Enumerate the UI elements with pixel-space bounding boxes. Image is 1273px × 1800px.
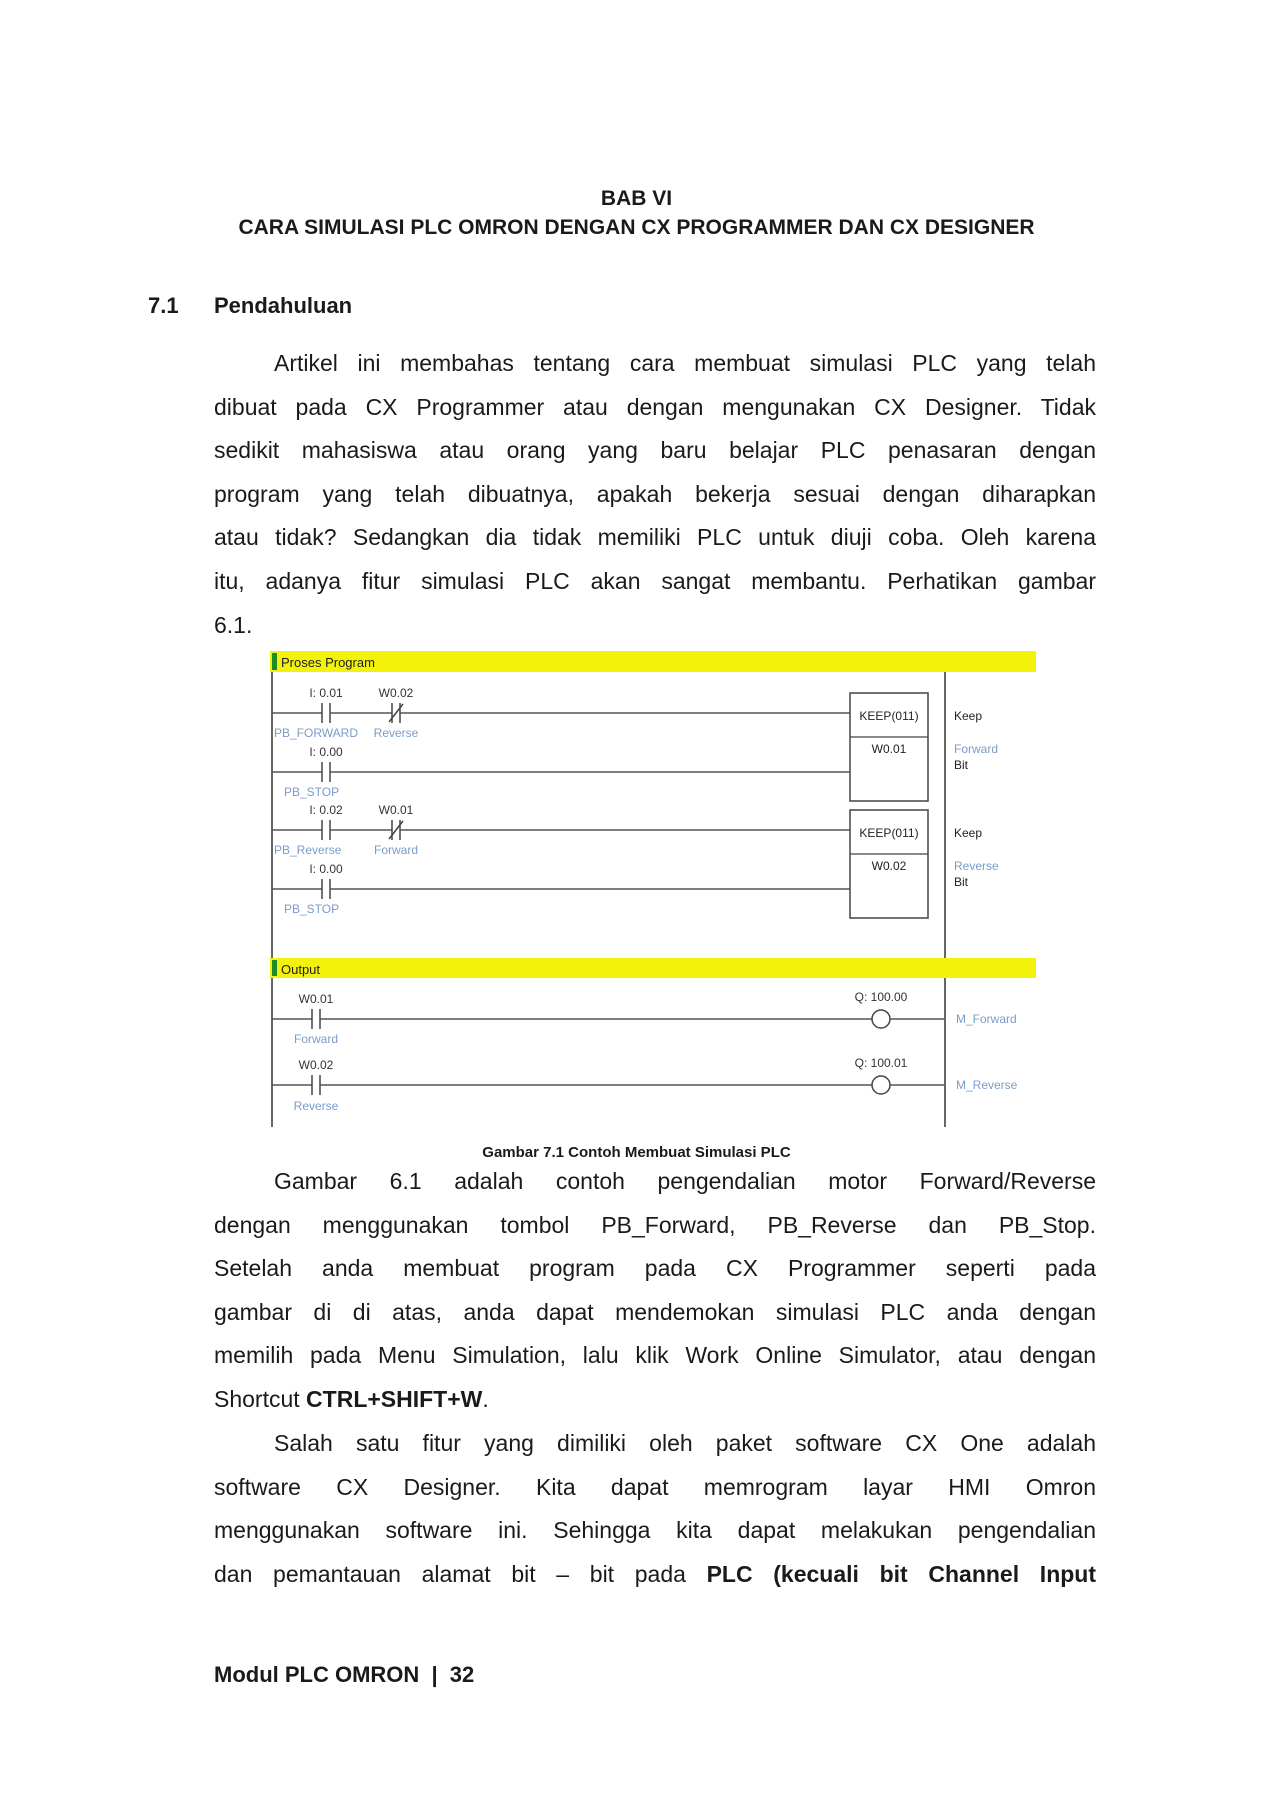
section-title: Pendahuluan [214,293,353,318]
output-header-bar [270,958,1036,978]
keep-desc: Reverse [954,859,999,873]
shortcut-suffix: . [482,1385,489,1412]
output-header-label: Output [281,962,321,977]
keep-label: Keep [954,826,983,840]
figure-caption: Gambar 7.1 Contoh Membuat Simulasi PLC [482,1144,791,1161]
text-line: Setelah anda membuat program pada CX Programmer seperti pada [214,1255,1096,1282]
text-line [214,1553,1096,1597]
text-line: dengan menggunakan tombol PB_Forward, PB_Reverse dan PB_Stop. [214,1211,1096,1238]
text-line: memilih pada Menu Simulation, lalu klik Work Online Simulator, atau dengan [214,1342,1096,1369]
keep-instruction: KEEP(011) [859,826,919,840]
text-line: atau tidak? Sedangkan dia tidak memiliki PLC untuk diuji coba. Oleh karena [214,524,1096,551]
coil-address: Q: 100.00 [854,990,908,1004]
contact-name: Reverse [293,1099,339,1113]
text-line: gambar di di atas, anda dapat mendemokan simulasi PLC anda dengan [214,1298,1096,1325]
page-number: 32 [449,1662,475,1687]
section-number: 7.1 [148,293,179,318]
contact-name: PB_FORWARD [274,726,359,740]
text-line: itu, adanya fitur simulasi PLC akan sangat membantu. Perhatikan gambar [214,567,1096,594]
keep-desc: Forward [954,742,999,756]
keep-operand: W0.01 [871,742,907,756]
keep-desc-bit: Bit [954,875,969,889]
coil-name: M_Forward [956,1012,1017,1026]
shortcut-prefix: Shortcut [214,1385,307,1412]
nc-contact-name: Forward [373,843,419,857]
text-bold: PLC (kecuali bit Channel Input [706,1560,1096,1587]
proses-header-label: Proses Program [281,655,375,670]
paragraph-simulation [214,1160,1096,1422]
text-line: program yang telah dibuatnya, apakah bekerja sesuai dengan diharapkan [214,480,1096,507]
text-line: dibuat pada CX Programmer atau dengan mengunakan CX Designer. Tidak [214,393,1096,420]
keep-operand: W0.02 [871,859,907,873]
text-line [214,1378,1096,1422]
contact-name: PB_STOP [284,902,340,916]
text-prefix: dan pemantauan alamat bit – bit pada [214,1560,707,1587]
keep-desc-bit: Bit [954,758,969,772]
contact-address: I: 0.00 [309,862,343,876]
contact-address: I: 0.01 [309,686,343,700]
contact-name: PB_STOP [284,785,340,799]
text-line: Salah satu fitur yang dimiliki oleh paket software CX One adalah [274,1430,1096,1456]
output-coil [872,1010,890,1028]
coil-address: Q: 100.01 [854,1056,908,1070]
nc-contact-address: W0.02 [378,686,414,700]
text-line: software CX Designer. Kita dapat memrogram layar HMI Omron [214,1473,1096,1500]
output-header-marker [272,960,277,976]
paragraph-cx-designer [214,1422,1096,1596]
text-line: menggunakan software ini. Sehingga kita dapat melakukan pengendalian [214,1517,1096,1544]
proses-header-marker [272,653,277,670]
chapter-title: CARA SIMULASI PLC OMRON DENGAN CX PROGRAMMER DAN CX DESIGNER [238,216,1035,239]
nc-contact-address: W0.01 [378,803,414,817]
chapter-number: BAB VI [600,187,673,210]
contact-address: W0.01 [298,992,334,1006]
contact-name: Forward [293,1032,339,1046]
ladder-diagram-figure [270,649,1036,1129]
contact-address: I: 0.02 [309,803,343,817]
footer-title: Modul PLC OMRON [214,1662,420,1687]
proses-header-bar [270,651,1036,672]
coil-name: M_Reverse [956,1078,1018,1092]
intro-paragraph [214,342,1096,647]
page-footer [214,1662,474,1688]
keep-label: Keep [954,709,983,723]
text-line: sedikit mahasiswa atau orang yang baru belajar PLC penasaran dengan [214,437,1096,464]
output-coil [872,1076,890,1094]
shortcut-keys: CTRL+SHIFT+W [306,1385,483,1412]
text-line: 6.1. [214,611,253,638]
contact-address: I: 0.00 [309,745,343,759]
nc-contact-name: Reverse [373,726,419,740]
contact-address: W0.02 [298,1058,334,1072]
text-line: Gambar 6.1 adalah contoh pengendalian motor Forward/Reverse [274,1168,1096,1194]
keep-instruction: KEEP(011) [859,709,919,723]
text-line: Artikel ini membahas tentang cara membuat simulasi PLC yang telah [274,350,1096,376]
footer-separator: | [431,1662,438,1687]
contact-name: PB_Reverse [274,843,342,857]
